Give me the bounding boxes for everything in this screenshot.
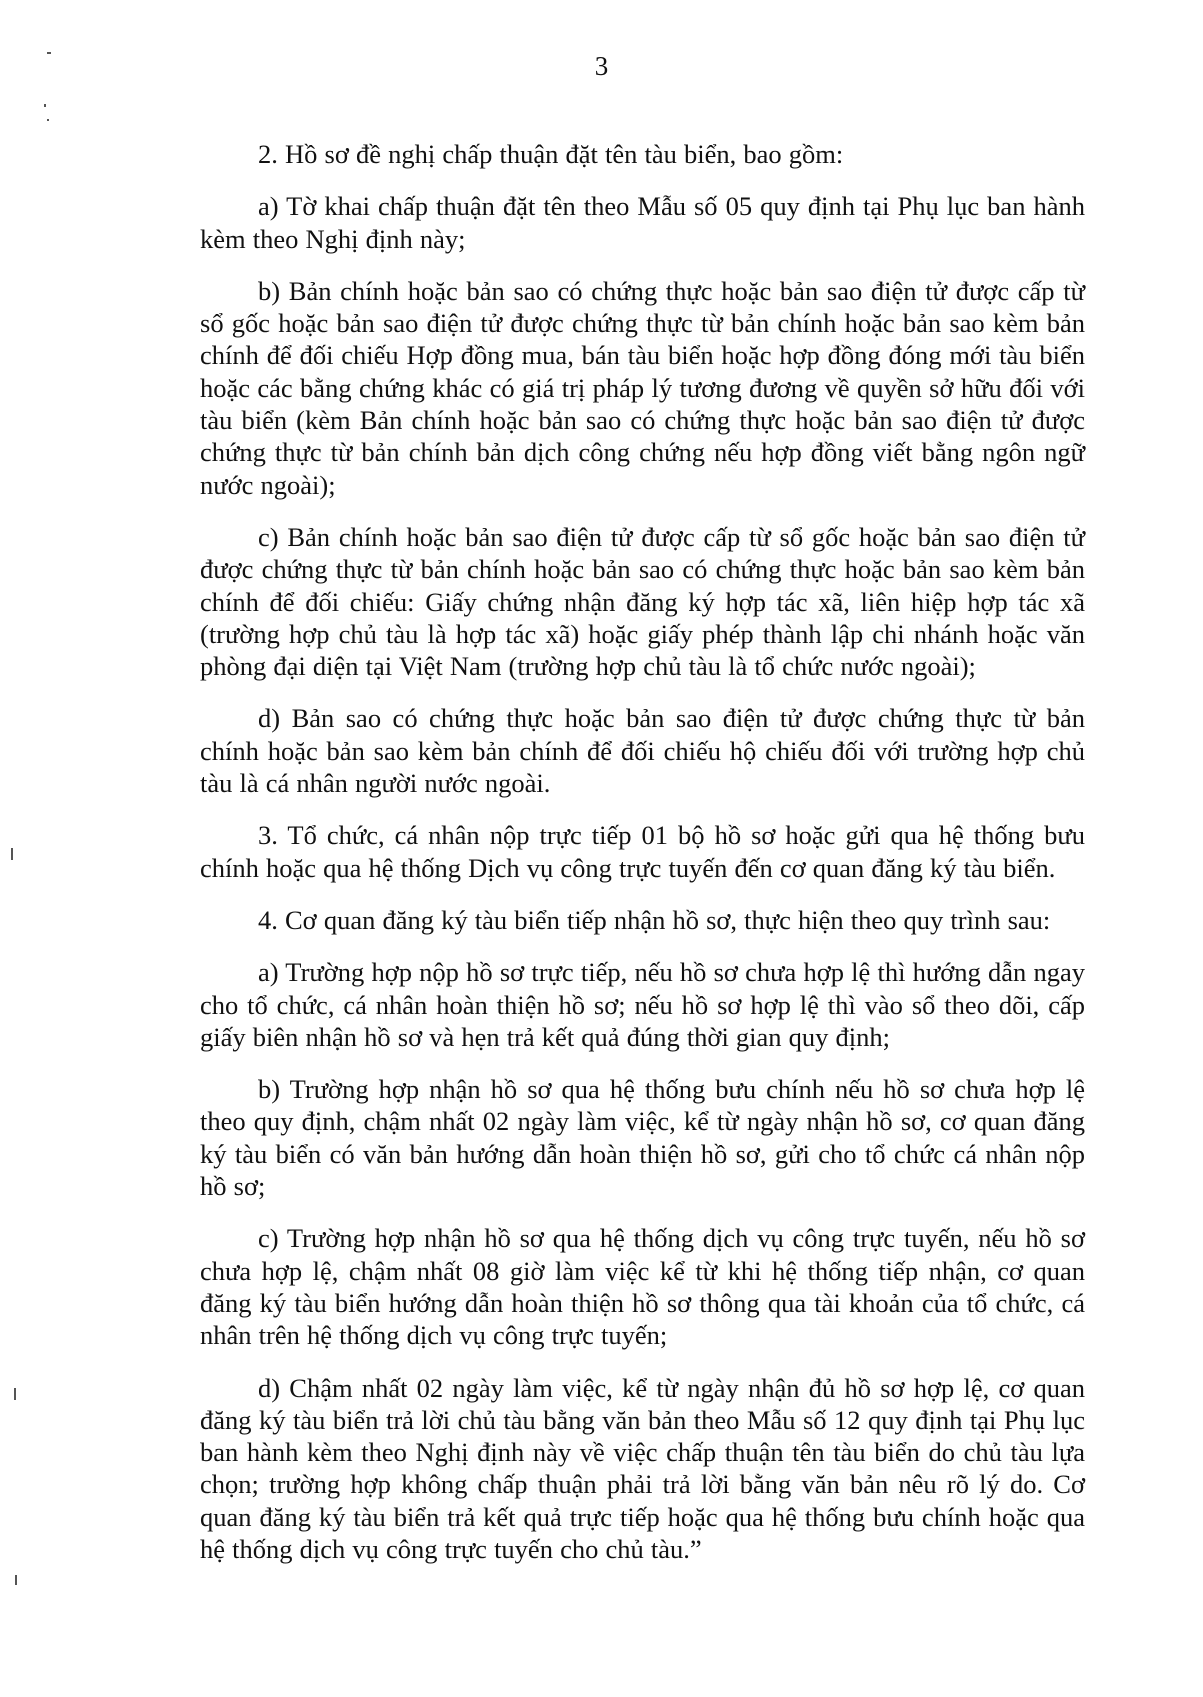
paragraph-4b: b) Trường hợp nhận hồ sơ qua hệ thống bưu chính nếu hồ sơ chưa hợp lệ theo quy định, chậm nhất 02 ngày làm việc, kể từ ngày nhận hồ sơ, cơ quan đăng ký tàu biển có văn bản hướng dẫn hoàn thiện hồ sơ, gửi cho tổ chức cá nhân nộp hồ sơ;	[200, 1074, 1085, 1202]
scan-mark	[47, 119, 49, 121]
paragraph-2b: b) Bản chính hoặc bản sao có chứng thực hoặc bản sao điện tử được cấp từ sổ gốc hoặc bản sao điện tử được chứng thực từ bản chính hoặc bản sao kèm bản chính để đối chiếu Hợp đồng mua, bán tàu biển hoặc hợp đồng đóng mới tàu biển hoặc các bằng chứng khác có giá trị pháp lý tương đương về quyền sở hữu đối với tàu biển (kèm Bản chính hoặc bản sao có chứng thực hoặc bản sao điện tử được chứng thực từ bản chính bản dịch công chứng nếu hợp đồng viết bằng ngôn ngữ nước ngoài);	[200, 275, 1085, 500]
paragraph-2d: d) Bản sao có chứng thực hoặc bản sao điện tử được chứng thực từ bản chính hoặc bản sao kèm bản chính để đối chiếu hộ chiếu đối với trường hợp chủ tàu là cá nhân người nước ngoài.	[200, 703, 1085, 799]
paragraph-4: 4. Cơ quan đăng ký tàu biển tiếp nhận hồ sơ, thực hiện theo quy trình sau:	[258, 904, 1051, 935]
scan-mark	[15, 1575, 17, 1585]
scan-mark	[44, 104, 46, 107]
paragraph-4a: a) Trường hợp nộp hồ sơ trực tiếp, nếu hồ sơ chưa hợp lệ thì hướng dẫn ngay cho tổ chức, cá nhân hoàn thiện hồ sơ; nếu hồ sơ hợp lệ thì vào sổ theo dõi, cấp giấy biên nhận hồ sơ và hẹn trả kết quả đúng thời gian quy định;	[200, 957, 1085, 1052]
paragraph-3: 3. Tổ chức, cá nhân nộp trực tiếp 01 bộ hồ sơ hoặc gửi qua hệ thống bưu chính hoặc qua hệ thống Dịch vụ công trực tuyến đến cơ quan đăng ký tàu biển.	[200, 820, 1085, 883]
paragraph-2a: a) Tờ khai chấp thuận đặt tên theo Mẫu số 05 quy định tại Phụ lục ban hành kèm theo Nghị định này;	[200, 191, 1085, 254]
page-number: 3	[594, 51, 609, 81]
paragraph-2c: c) Bản chính hoặc bản sao điện tử được cấp từ sổ gốc hoặc bản sao điện tử được chứng thực từ bản chính hoặc bản sao có chứng thực hoặc bản sao kèm bản chính để đối chiếu: Giấy chứng nhận đăng ký hợp tác xã, liên hiệp hợp tác xã (trường hợp chủ tàu là hợp tác xã) hoặc giấy phép thành lập chi nhánh hoặc văn phòng đại diện tại Việt Nam (trường hợp chủ tàu là tổ chức nước ngoài);	[200, 521, 1085, 682]
scan-mark	[14, 1388, 16, 1400]
document-body	[200, 138, 1085, 1565]
paragraph-4d: d) Chậm nhất 02 ngày làm việc, kể từ ngày nhận đủ hồ sơ hợp lệ, cơ quan đăng ký tàu biển trả lời chủ tàu bằng văn bản theo Mẫu số 12 quy định tại Phụ lục ban hành kèm theo Nghị định này về việc chấp thuận tên tàu biển do chủ tàu lựa chọn; trường hợp không chấp thuận phải trả lời bằng văn bản nêu rõ lý do. Cơ quan đăng ký tàu biển trả kết quả trực tiếp hoặc qua hệ thống bưu chính hoặc qua hệ thống dịch vụ công trực tuyến cho chủ tàu.”	[200, 1372, 1085, 1564]
paragraph-4c: c) Trường hợp nhận hồ sơ qua hệ thống dịch vụ công trực tuyến, nếu hồ sơ chưa hợp lệ, chậm nhất 08 giờ làm việc kể từ khi hệ thống tiếp nhận, cơ quan đăng ký tàu biển hướng dẫn hoàn thiện hồ sơ thông qua tài khoản của tổ chức, cá nhân trên hệ thống dịch vụ công trực tuyến;	[200, 1223, 1085, 1351]
scan-mark	[11, 848, 13, 860]
paragraph-2: 2. Hồ sơ đề nghị chấp thuận đặt tên tàu biển, bao gồm:	[258, 139, 844, 169]
